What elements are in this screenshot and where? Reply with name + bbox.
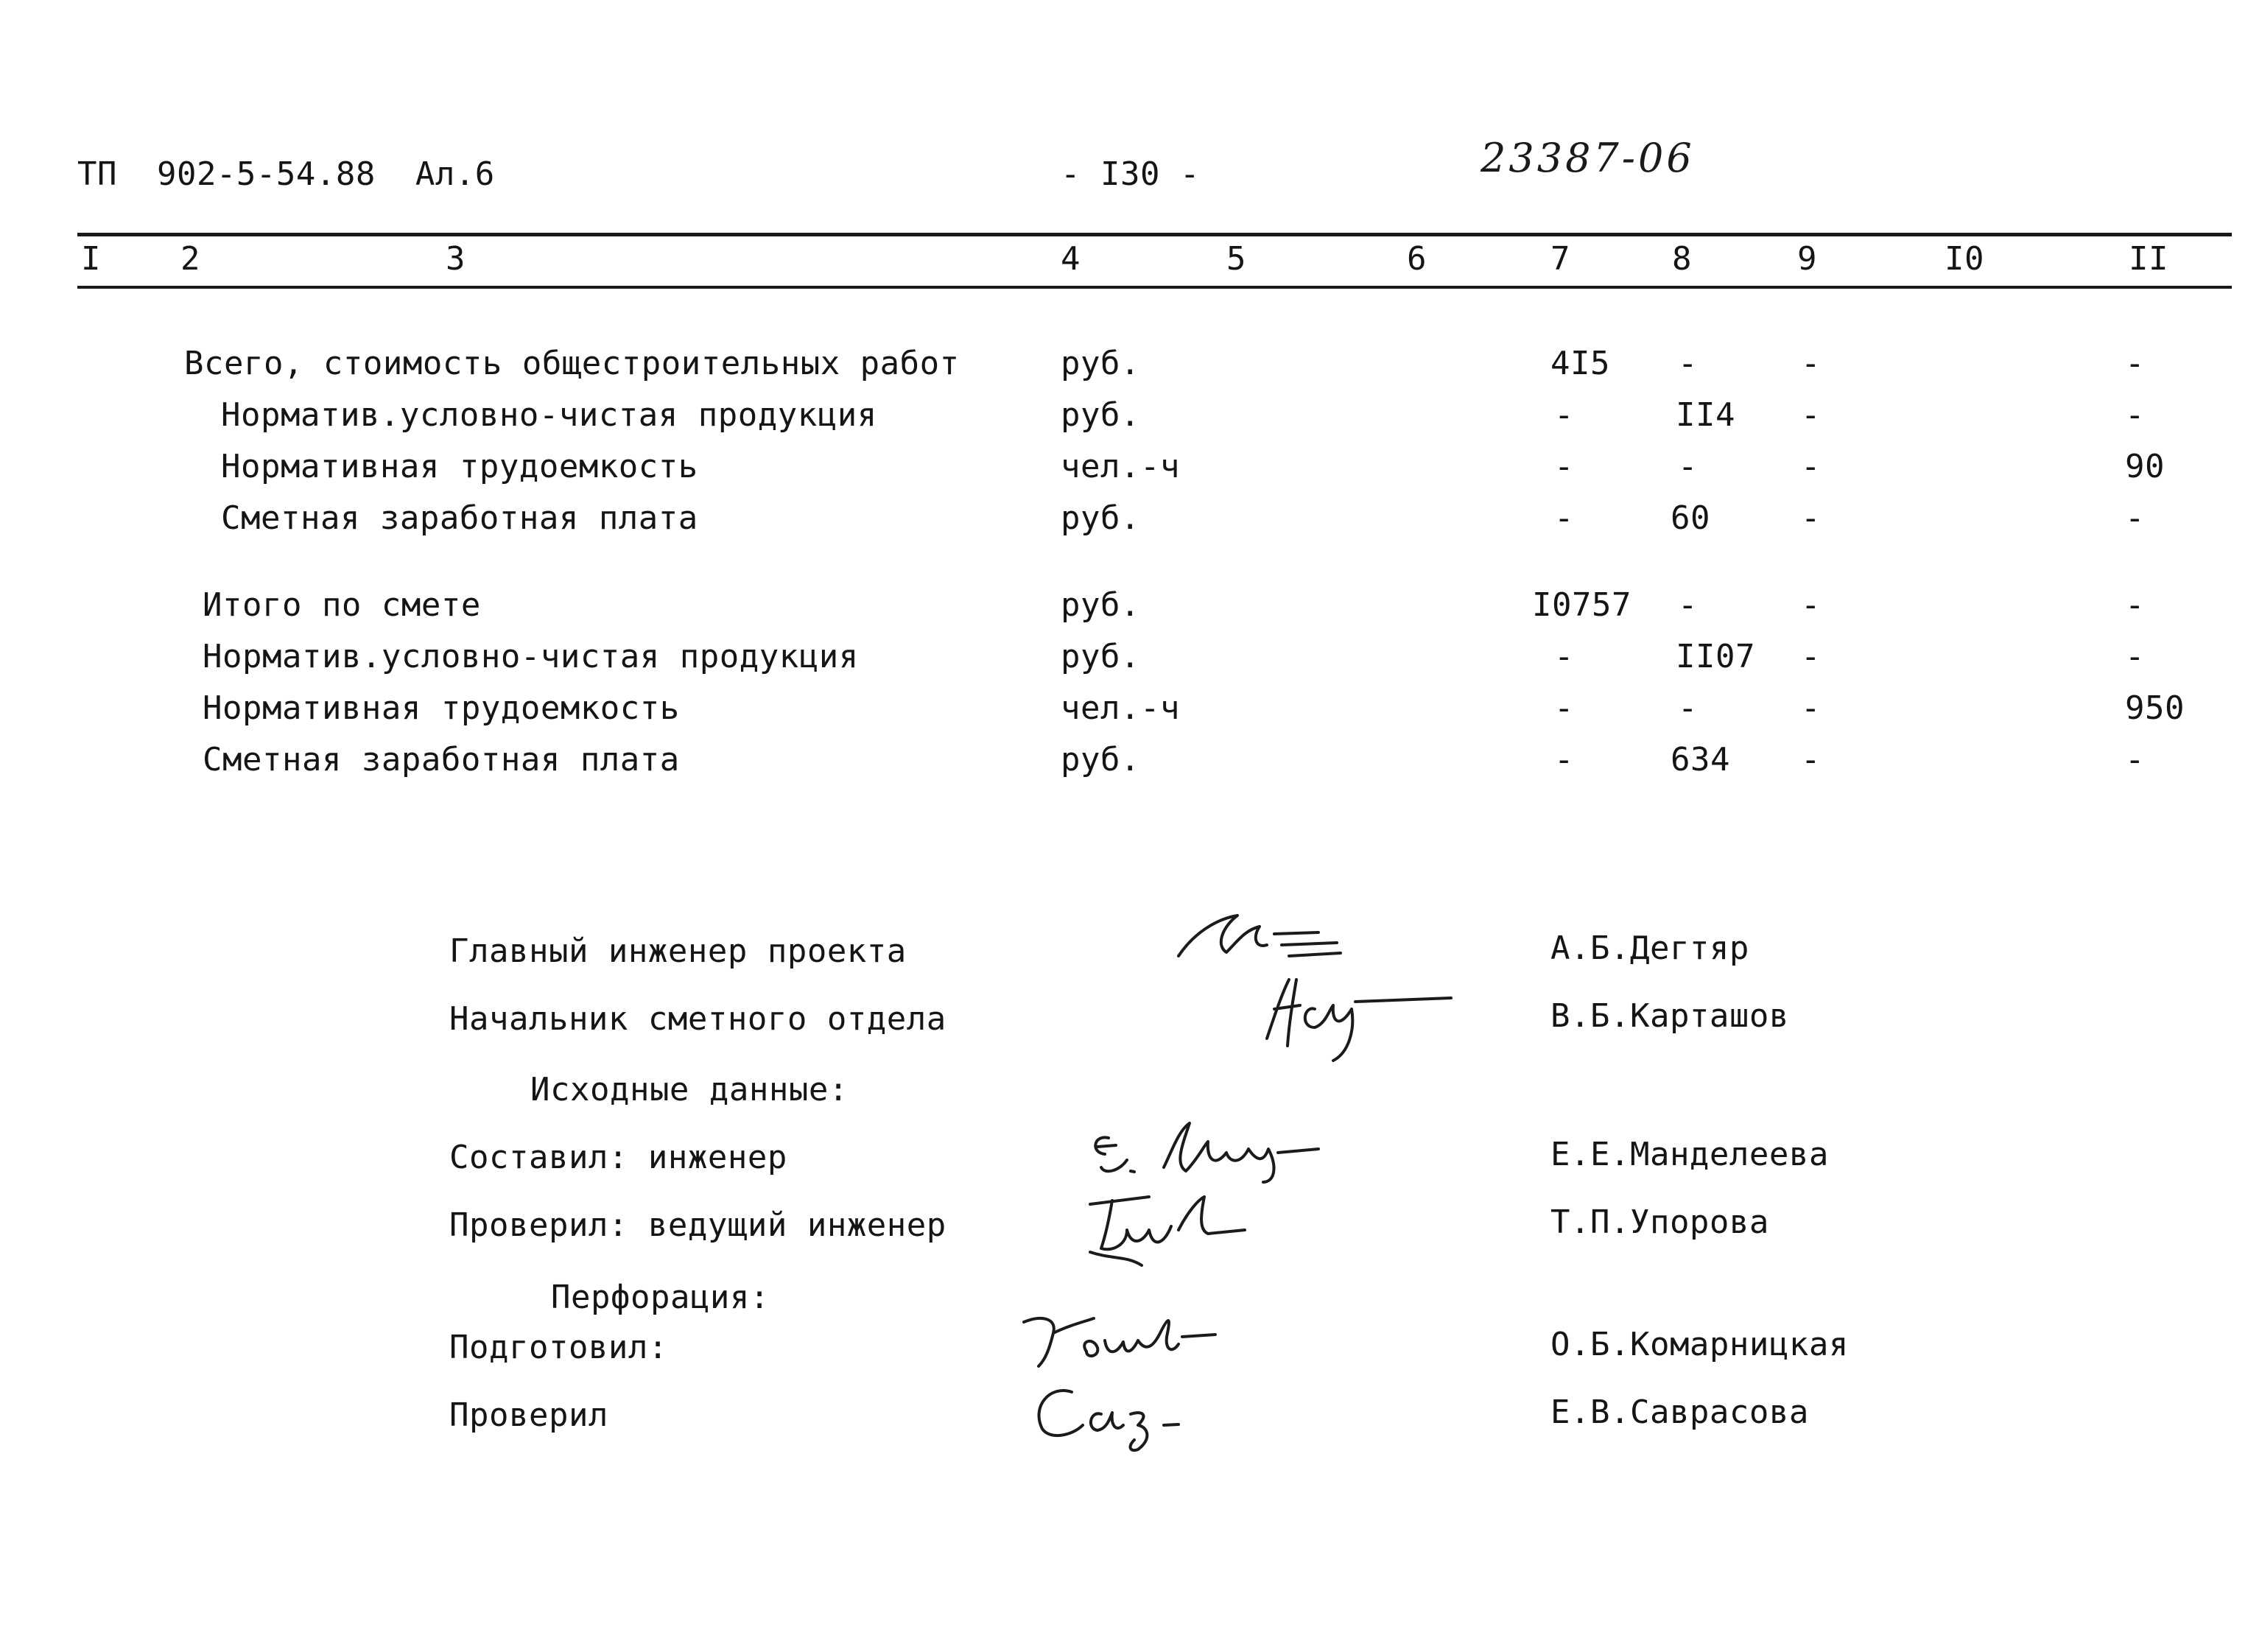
signature-checked-lead xyxy=(1068,1178,1289,1274)
signature-checked xyxy=(1020,1370,1212,1458)
row-label: Сметная заработная плата xyxy=(203,741,680,778)
row-label: Нормативная трудоемкость xyxy=(203,689,680,727)
signature-compiled xyxy=(1075,1108,1355,1189)
cell-col9: - xyxy=(1801,689,1821,727)
source-data-heading: Исходные данные: xyxy=(530,1071,849,1108)
cell-col9: - xyxy=(1801,741,1821,778)
column-number: 6 xyxy=(1407,240,1427,278)
cell-col7: - xyxy=(1554,396,1574,434)
header-rule-top xyxy=(77,233,2232,236)
signer-name: Е.Е.Манделеева xyxy=(1550,1136,1829,1173)
row-unit: руб. xyxy=(1061,499,1140,537)
signature-estimate-head xyxy=(1245,965,1466,1068)
cell-col9: - xyxy=(1801,586,1821,624)
column-number: 7 xyxy=(1550,240,1570,278)
column-number: 8 xyxy=(1672,240,1692,278)
cell-col8: - xyxy=(1678,448,1698,485)
cell-col11: - xyxy=(2125,741,2145,778)
header-rule-bottom xyxy=(77,286,2232,289)
cell-col7: 4I5 xyxy=(1550,345,1610,382)
cell-col11: - xyxy=(2125,396,2145,434)
doc-code: ТП 902-5-54.88 Ал.6 xyxy=(77,155,495,193)
handwritten-number: 23387-06 xyxy=(1481,135,1695,181)
row-label: Норматив.условно-чистая продукция xyxy=(203,638,859,675)
cell-col8: II4 xyxy=(1676,396,1735,434)
row-unit: руб. xyxy=(1061,345,1140,382)
cell-col8: 634 xyxy=(1671,741,1730,778)
column-number: 2 xyxy=(180,240,200,278)
signer-role: Проверил xyxy=(449,1396,608,1434)
column-number: 9 xyxy=(1797,240,1817,278)
cell-col8: - xyxy=(1678,345,1698,382)
row-unit: руб. xyxy=(1061,741,1140,778)
cell-col11: 90 xyxy=(2125,448,2165,485)
cell-col7: - xyxy=(1554,689,1574,727)
row-label: Норматив.условно-чистая продукция xyxy=(221,396,877,434)
cell-col7: - xyxy=(1554,638,1574,675)
cell-col7: - xyxy=(1554,448,1574,485)
column-number: I0 xyxy=(1945,240,1984,278)
column-number: 4 xyxy=(1061,240,1081,278)
cell-col9: - xyxy=(1801,448,1821,485)
row-label: Итого по смете xyxy=(203,586,481,624)
row-label: Сметная заработная плата xyxy=(221,499,698,537)
cell-col11: 950 xyxy=(2125,689,2185,727)
signer-name: А.Б.Дегтяр xyxy=(1550,929,1749,967)
cell-col9: - xyxy=(1801,499,1821,537)
row-unit: руб. xyxy=(1061,396,1140,434)
page-number: - I30 - xyxy=(1061,155,1200,193)
row-unit: чел.-ч xyxy=(1061,689,1180,727)
column-number: II xyxy=(2129,240,2168,278)
signer-role: Подготовил: xyxy=(449,1329,668,1366)
cell-col11: - xyxy=(2125,586,2145,624)
row-label: Всего, стоимость общестроительных работ xyxy=(184,345,960,382)
signer-name: Т.П.Упорова xyxy=(1550,1203,1769,1241)
row-unit: руб. xyxy=(1061,638,1140,675)
cell-col8: - xyxy=(1678,689,1698,727)
signer-role: Составил: инженер xyxy=(449,1139,787,1176)
cell-col11: - xyxy=(2125,638,2145,675)
cell-col7: - xyxy=(1554,499,1574,537)
signer-role: Проверил: ведущий инженер xyxy=(449,1206,946,1244)
column-number: 5 xyxy=(1226,240,1246,278)
signature-prepared xyxy=(1013,1296,1234,1377)
cell-col8: 60 xyxy=(1671,499,1710,537)
signer-name: О.Б.Комарницкая xyxy=(1550,1326,1849,1363)
cell-col7: I0757 xyxy=(1532,586,1631,624)
cell-col8: - xyxy=(1678,586,1698,624)
row-unit: руб. xyxy=(1061,586,1140,624)
signer-role: Главный инженер проекта xyxy=(449,932,907,970)
signature-chief-engineer xyxy=(1171,904,1363,971)
cell-col8: II07 xyxy=(1676,638,1755,675)
signer-name: В.Б.Карташов xyxy=(1550,997,1789,1035)
cell-col11: - xyxy=(2125,499,2145,537)
column-number: I xyxy=(81,240,101,278)
cell-col9: - xyxy=(1801,345,1821,382)
row-label: Нормативная трудоемкость xyxy=(221,448,698,485)
cell-col9: - xyxy=(1801,638,1821,675)
row-unit: чел.-ч xyxy=(1061,448,1180,485)
perforation-heading: Перфорация: xyxy=(551,1279,770,1316)
column-number: 3 xyxy=(446,240,466,278)
cell-col9: - xyxy=(1801,396,1821,434)
signer-name: Е.В.Саврасова xyxy=(1550,1393,1809,1431)
signer-role: Начальник сметного отдела xyxy=(449,1000,946,1038)
cell-col11: - xyxy=(2125,345,2145,382)
cell-col7: - xyxy=(1554,741,1574,778)
